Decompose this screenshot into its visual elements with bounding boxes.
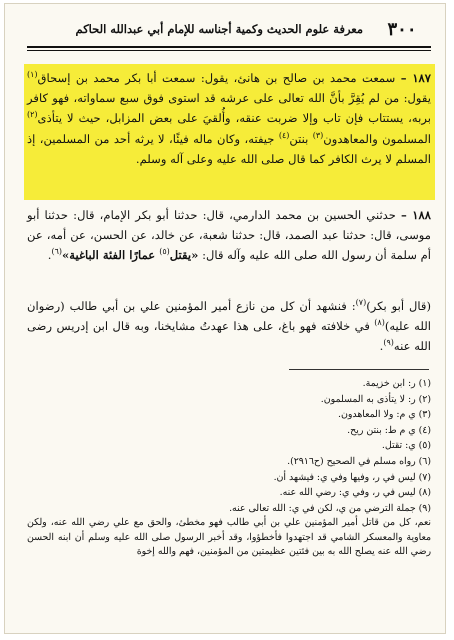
footnote-item: (٢) ر: لا يتأذى به المسلمون.: [320, 393, 431, 405]
paragraph-text: .: [47, 248, 52, 263]
footnote-ref[interactable]: (٢): [27, 110, 38, 120]
footnote-ref[interactable]: (١): [27, 70, 38, 80]
footnote-ref[interactable]: (٤): [278, 130, 290, 140]
footnote-item: (٧) ليس في ر، وفيها وفي ي: فيشهد أن.: [273, 471, 431, 483]
book-page: [4, 3, 446, 634]
footnote-continuation: نعم، كل من قاتل أمير المؤمنين علي بن أبي طالب فهو مخطئ، والحق مع علي رضي الله عنه، ولكن معاوية والمعسكر الشامي قد اجتهدوا فأخطؤوا، وقد أخبر الرسول صلى الله عليه وسلم أن ابنه الحسن رضي الله عنه يصلح الله به بين فئتين عظيمتين من المؤمنين، فهم والله إخوة: [27, 517, 431, 558]
paragraph-text: بنتن: [289, 131, 313, 146]
header-rule-thin: [27, 50, 431, 51]
paragraph-text: جيفته، وكان ماله فيئًا، لا يرثه أحد من المسلمين، إذ المسلم لا يرث الكافر كما قال صلى الله عليه وعلى آله وسلم.: [27, 131, 431, 166]
footnotes-section: [27, 376, 431, 560]
footnote-ref[interactable]: (٩): [383, 338, 394, 348]
header-rule-thick: [27, 46, 431, 48]
footnote-item: (٨) ليس في ر، وفي ي: رضي الله عنه.: [279, 487, 431, 499]
footnote-item: (٤) ي م ط: بنتن ريح.: [347, 424, 431, 436]
hadith-quote: «يقتل: [169, 248, 199, 263]
commentary-paragraph: [27, 296, 431, 357]
paragraph-text: في خلافته فهو باغ، على هذا عهدتُ مشايخنا، وبه قال ابن إدريس رضى الله عنه: [27, 319, 431, 354]
footnote-item: (٥) ي: تقتل.: [381, 440, 431, 452]
paragraph-text: المسلمون والمعاهدون: [323, 131, 431, 146]
footnote-item: (١) ر: ابن خزيمة.: [362, 378, 431, 389]
hadith-number: ١٨٧ –: [400, 71, 431, 85]
footnote-ref[interactable]: (٦): [51, 247, 62, 257]
hadith-187-paragraph: [27, 68, 431, 169]
footnote-ref[interactable]: (٥): [159, 247, 170, 257]
hadith-188-paragraph: [27, 205, 431, 266]
paragraph-text: حدثني الحسين بن محمد الدارمي، قال: حدثنا أبو بكر الإمام، قال: حدثنا أبو موسى، قال: حدثنا عبد الصمد، قال: حدثنا شعبة، عن خالد، عن الحسن، عن أمه، عن أم سلمة أن رسول الله صلى الله عليه وآله قال:: [27, 208, 431, 263]
hadith-quote: عمارًا الفئة الباغية»: [62, 248, 160, 263]
page-header: [27, 14, 431, 44]
footnote-item: (٣) ي م: ولا المعاهدون.: [338, 409, 431, 421]
footnote-separator: [289, 369, 429, 370]
page-number: ٣٠٠: [387, 18, 417, 40]
paragraph-text: سمعت محمد بن صالح بن هانئ، يقول: سمعت أبا بكر محمد بن إسحاق: [37, 71, 401, 85]
footnote-ref[interactable]: (٨): [374, 318, 385, 328]
footnote-item: (٩) جملة الترضي من ي، لكن في ي: الله تعالى عنه.: [229, 502, 431, 514]
running-title: معرفة علوم الحديث وكمية أجناسه للإمام أبي عبدالله الحاكم: [75, 22, 363, 36]
footnote-item: (٦) رواه مسلم في الصحيح (ح٢٩١٦).: [287, 455, 431, 467]
footnote-ref[interactable]: (٣): [312, 130, 324, 140]
footnote-ref[interactable]: (٧): [355, 298, 367, 308]
paragraph-text: .: [379, 339, 384, 354]
paragraph-text: : فنشهد أن كل من نازع أمير المؤمنين علي بن أبي طالب (رضوان الله عليه): [27, 299, 431, 334]
hadith-number: ١٨٨ –: [401, 208, 431, 222]
paragraph-text: يقول: من لم يُقِرَّ بأنَّ الله تعالى على عرشه قد استوى فوق سبع سماواته، فهو كافر بربه، يستتاب فإن تاب وإلا ضربت عنقه، وأُلقيَ على بعض المزابل، حيث لا يتأذى: [27, 91, 431, 126]
paragraph-text: (قال أبو بكر): [366, 299, 431, 313]
